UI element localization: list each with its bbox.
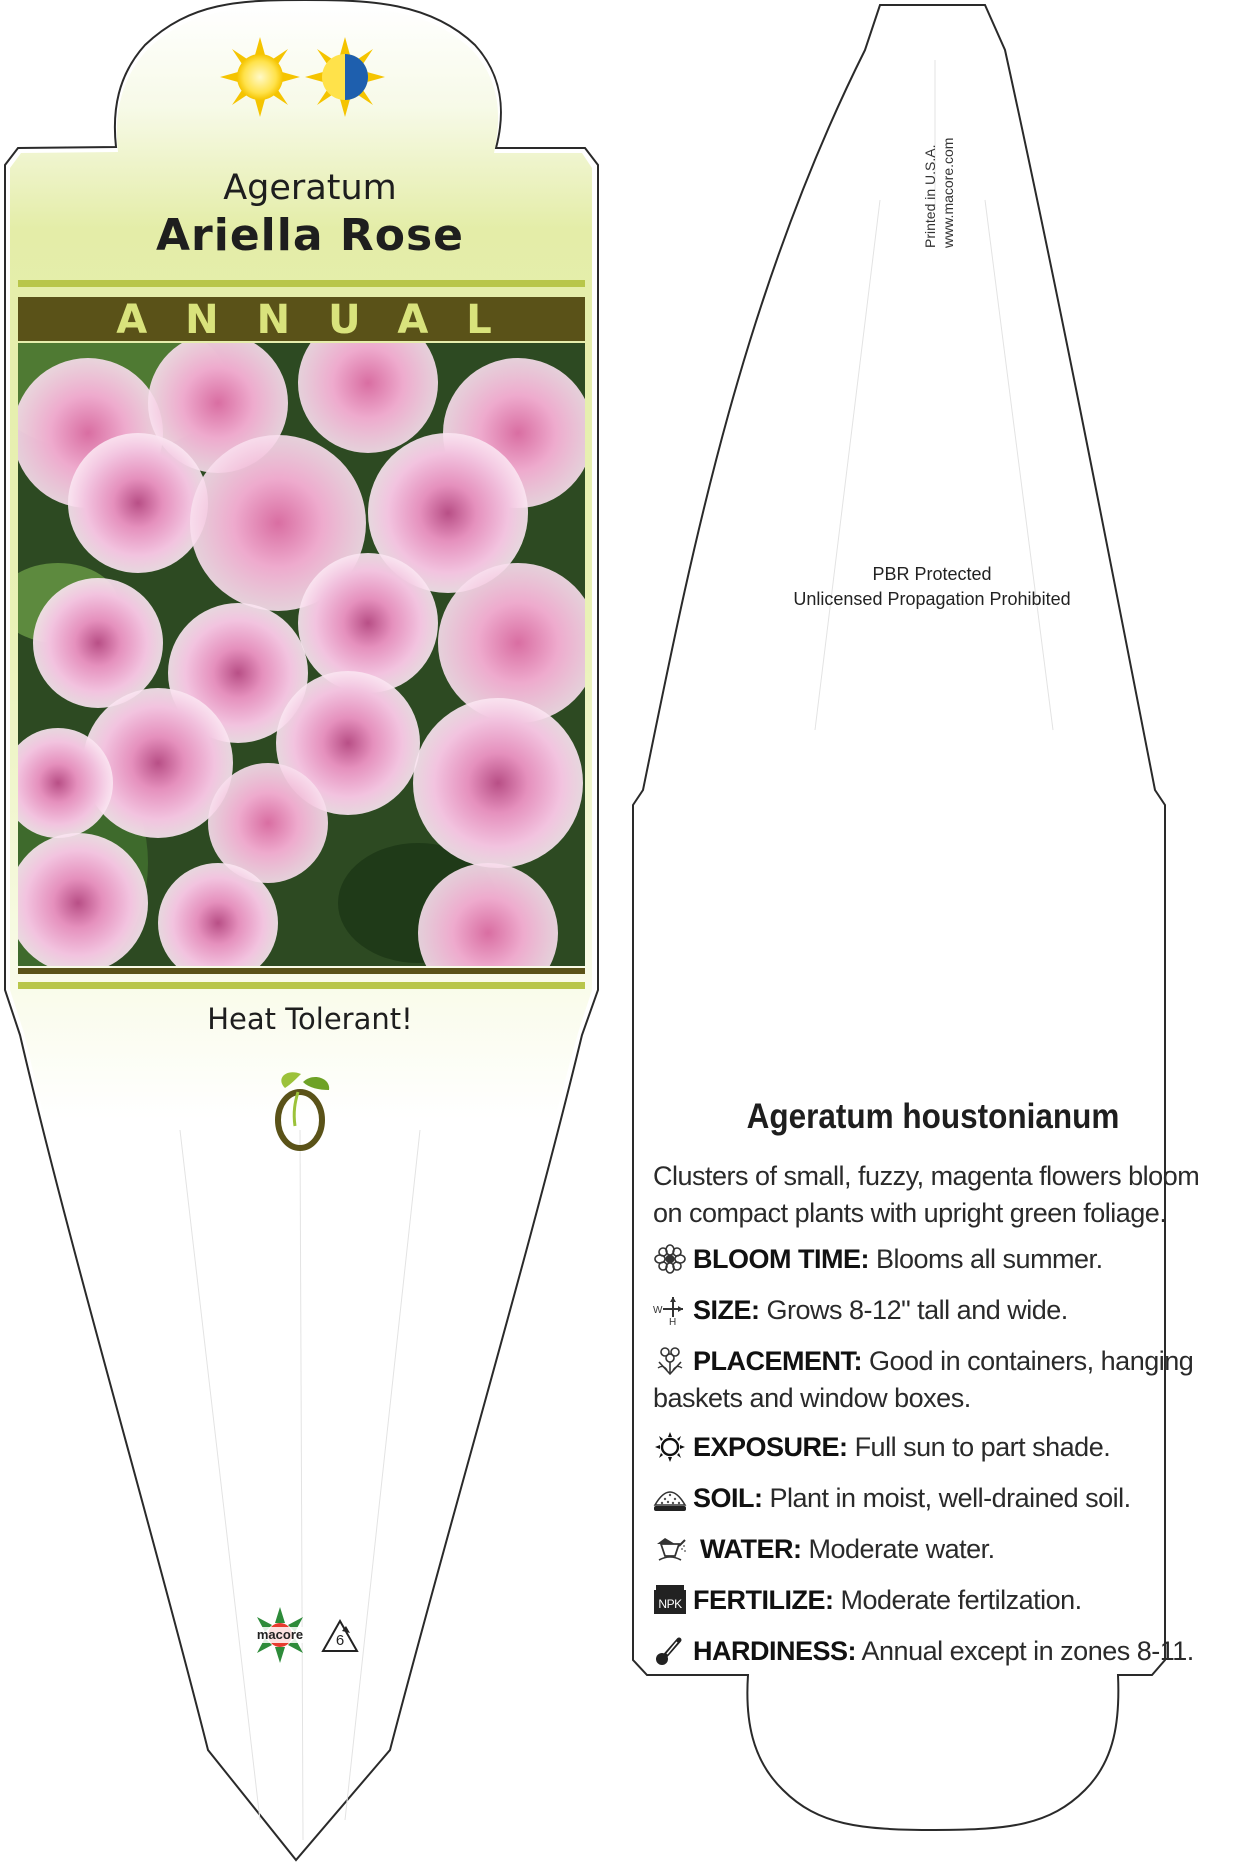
attribute-value: Full sun to part shade.	[854, 1432, 1111, 1462]
attribute-fertilize	[653, 1582, 1225, 1619]
printed-location: Printed in U.S.A.	[922, 144, 938, 248]
attribute-value: Blooms all summer.	[876, 1244, 1103, 1274]
recycle-code: 6	[335, 1632, 345, 1649]
thermometer-icon	[653, 1636, 687, 1666]
attribute-hardiness	[653, 1633, 1225, 1670]
plant-variety: Ariella Rose	[156, 210, 464, 261]
attribute-label: PLACEMENT:	[693, 1346, 862, 1376]
plant-description: Clusters of small, fuzzy, magenta flowers bloom on compact plants with upright green foliage.	[653, 1161, 1200, 1228]
placement-icon	[653, 1346, 687, 1376]
size-icon-h: H	[669, 1317, 676, 1325]
attribute-label: SIZE:	[693, 1295, 760, 1325]
attribute-label: SOIL:	[693, 1483, 763, 1513]
watering-can-icon	[653, 1534, 687, 1564]
size-icon-w: W	[653, 1305, 662, 1316]
print-info	[916, 92, 956, 248]
website-text: www.macore.com	[940, 137, 956, 248]
attribute-bloom-time	[653, 1241, 1225, 1278]
npk-icon	[653, 1585, 687, 1615]
npk-label: NPK	[658, 1597, 682, 1611]
attribute-label: BLOOM TIME:	[693, 1244, 869, 1274]
plant-genus: Ageratum	[223, 168, 397, 208]
brand-name: macore	[256, 1627, 304, 1642]
attribute-value: Plant in moist, well-drained soil.	[769, 1483, 1131, 1513]
attribute-value: Grows 8-12" tall and wide.	[766, 1295, 1068, 1325]
category-band: ANNUAL	[116, 297, 530, 343]
attribute-water	[653, 1531, 1225, 1568]
attribute-soil	[653, 1480, 1225, 1517]
attribute-value: Moderate water.	[808, 1534, 995, 1564]
soil-icon	[653, 1483, 687, 1513]
attribute-label: HARDINESS:	[693, 1636, 857, 1666]
pbr-protected: PBR Protected	[872, 564, 992, 584]
sun-icon	[653, 1432, 687, 1462]
propagation-notice: Unlicensed Propagation Prohibited	[793, 589, 1071, 609]
attribute-exposure	[653, 1429, 1225, 1466]
attribute-label: WATER:	[700, 1534, 802, 1564]
size-icon	[653, 1295, 687, 1325]
attribute-value: Annual except in zones 8-11.	[861, 1636, 1194, 1666]
attribute-label: EXPOSURE:	[693, 1432, 848, 1462]
attribute-size	[653, 1292, 1225, 1329]
attribute-value: Good in containers, hanging baskets and window boxes.	[653, 1346, 1194, 1413]
attribute-value: Moderate fertilzation.	[840, 1585, 1082, 1615]
attribute-label: FERTILIZE:	[693, 1585, 834, 1615]
flower-icon	[653, 1244, 687, 1274]
attribute-placement	[653, 1343, 1225, 1417]
tagline: Heat Tolerant!	[207, 1002, 413, 1036]
species-name: Ageratum houstonianum	[746, 1097, 1120, 1136]
